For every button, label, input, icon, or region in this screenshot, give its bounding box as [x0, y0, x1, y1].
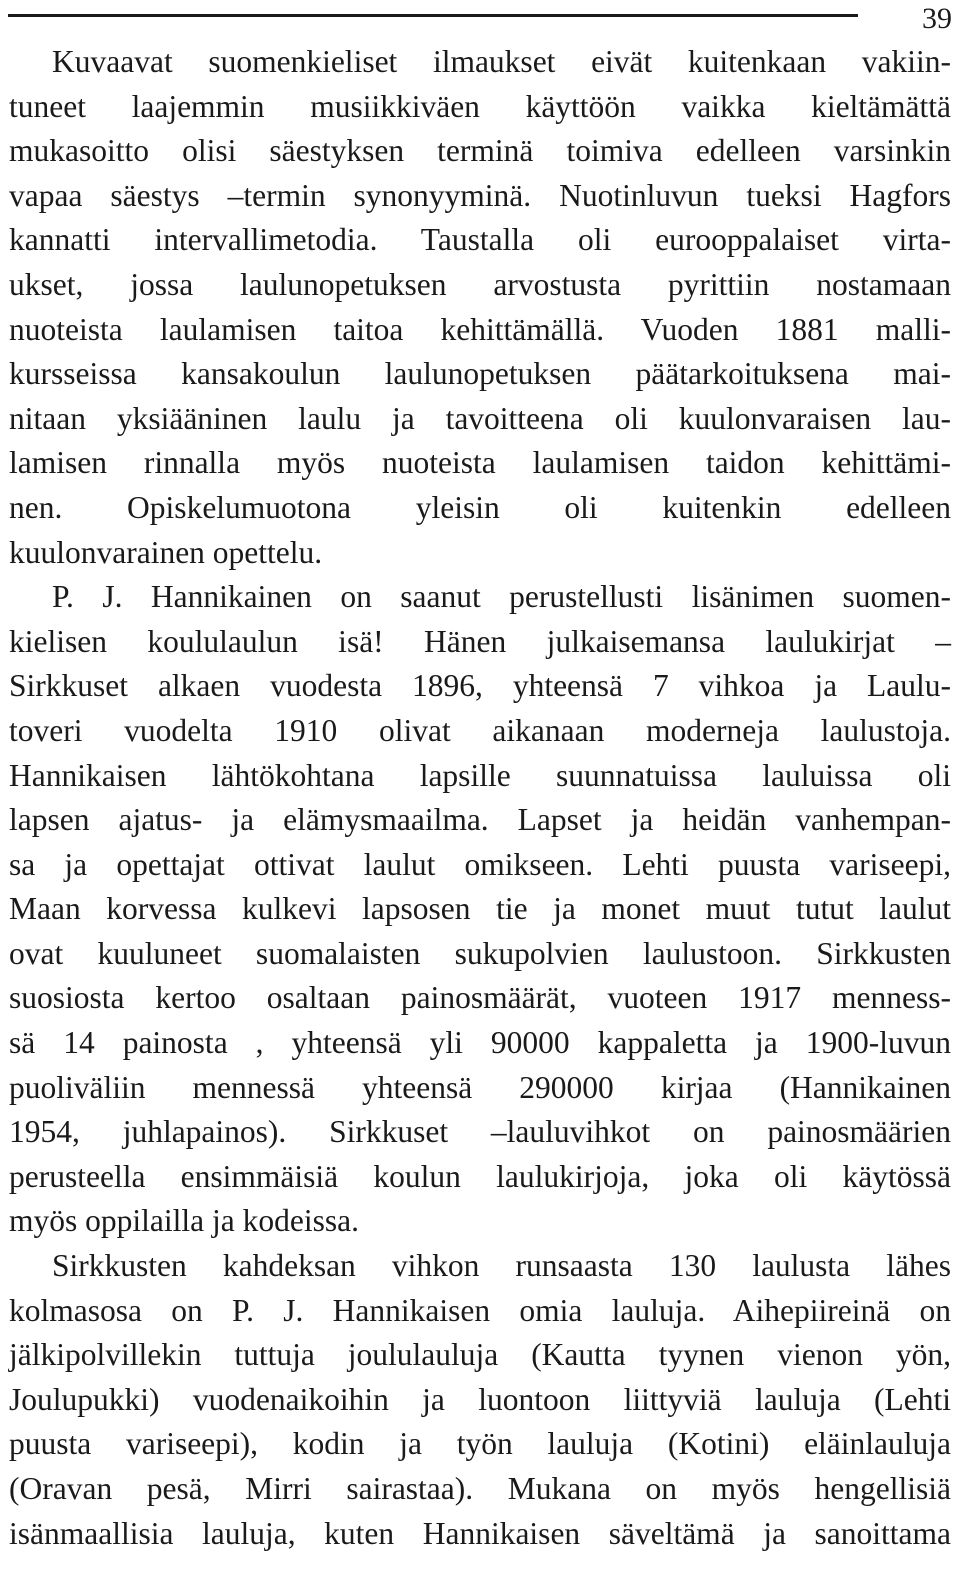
text-line: ukset, jossa laulunopetuksen arvostusta pyrittiin nostamaan: [9, 266, 951, 302]
text-line: Joulupukki) vuodenaikoihin ja luontoon liittyviä lauluja (Lehti: [9, 1381, 951, 1417]
text-line: nen. Opiskelumuotona yleisin oli kuitenkin edelleen: [9, 489, 951, 525]
text-line: (Oravan pesä, Mirri sairastaa). Mukana on myös hengellisiä: [9, 1471, 951, 1506]
text-line: kuulonvarainen opettelu.: [9, 534, 323, 570]
text-line: jälkipolvillekin tuttuja joululauluja (Kautta tyynen vienon yön,: [9, 1337, 951, 1373]
text-line: Hannikaisen lähtökohtana lapsille suunnatuissa lauluissa oli: [9, 757, 951, 793]
text-line: kolmasosa on P. J. Hannikaisen omia lauluja. Aihepiireinä on: [9, 1292, 951, 1328]
paragraph: [9, 1244, 951, 1556]
text-body: [9, 40, 951, 1556]
text-line: kielisen koululaulun isä! Hänen julkaisemansa laulukirjat –: [9, 623, 951, 659]
text-line: 1954, juhlapainos). Sirkkuset –lauluvihkot on painosmäärien: [9, 1114, 951, 1150]
text-line: tuneet laajemmin musiikkiväen käyttöön vaikka kieltämättä: [9, 88, 951, 124]
text-line: Maan korvessa kulkevi lapsosen tie ja monet muut tutut laulut: [9, 891, 951, 927]
text-line: mukasoitto olisi säestyksen terminä toimiva edelleen varsinkin: [9, 133, 951, 169]
text-line: suosiosta kertoo osaltaan painosmäärät, vuoteen 1917 menness-: [9, 980, 951, 1016]
paragraph: [9, 40, 951, 575]
text-line: toveri vuodelta 1910 olivat aikanaan moderneja laulustoja.: [9, 712, 951, 748]
text-line: vapaa säestys –termin synonyyminä. Nuotinluvun tueksi Hagfors: [9, 177, 951, 213]
text-line: Kuvaavat suomenkieliset ilmaukset eivät kuitenkaan vakiin-: [52, 44, 951, 79]
text-line: sä 14 painosta , yhteensä yli 90000 kappaletta ja 1900-luvun: [9, 1025, 951, 1061]
page-number: 39: [922, 2, 952, 35]
text-line: kursseissa kansakoulun laulunopetuksen päätarkoituksena mai-: [9, 356, 951, 392]
text-line: lapsen ajatus- ja elämysmaailma. Lapset ja heidän vanhempan-: [9, 802, 951, 838]
text-line: myös oppilailla ja kodeissa.: [9, 1203, 359, 1239]
text-line: Sirkkuset alkaen vuodesta 1896, yhteensä 7 vihkoa ja Laulu-: [9, 668, 951, 704]
text-line: nuoteista laulamisen taitoa kehittämällä. Vuoden 1881 malli-: [9, 311, 951, 347]
text-line: ovat kuuluneet suomalaisten sukupolvien laulustoon. Sirkkusten: [9, 935, 951, 971]
text-line: nitaan yksiääninen laulu ja tavoitteena oli kuulonvaraisen lau-: [9, 400, 951, 436]
text-line: puusta variseepi), kodin ja työn lauluja (Kotini) eläinlauluja: [9, 1426, 951, 1462]
text-line: lamisen rinnalla myös nuoteista laulamisen taidon kehittämi-: [9, 445, 951, 481]
text-line: perusteella ensimmäisiä koulun laulukirjoja, joka oli käytössä: [9, 1158, 951, 1194]
text-line: puoliväliin mennessä yhteensä 290000 kirjaa (Hannikainen: [9, 1069, 951, 1105]
paragraph: [9, 575, 951, 1244]
text-line: kannatti intervallimetodia. Taustalla oli eurooppalaiset virta-: [9, 222, 951, 258]
header-rule: [8, 14, 858, 17]
text-line: P. J. Hannikainen on saanut perustellusti lisänimen suomen-: [52, 579, 951, 615]
text-line: Sirkkusten kahdeksan vihkon runsaasta 130 laulusta lähes: [52, 1248, 951, 1284]
text-line: sa ja opettajat ottivat laulut omikseen. Lehti puusta variseepi,: [9, 846, 951, 882]
text-line: isänmaallisia lauluja, kuten Hannikaisen säveltämä ja sanoittama: [9, 1515, 951, 1551]
